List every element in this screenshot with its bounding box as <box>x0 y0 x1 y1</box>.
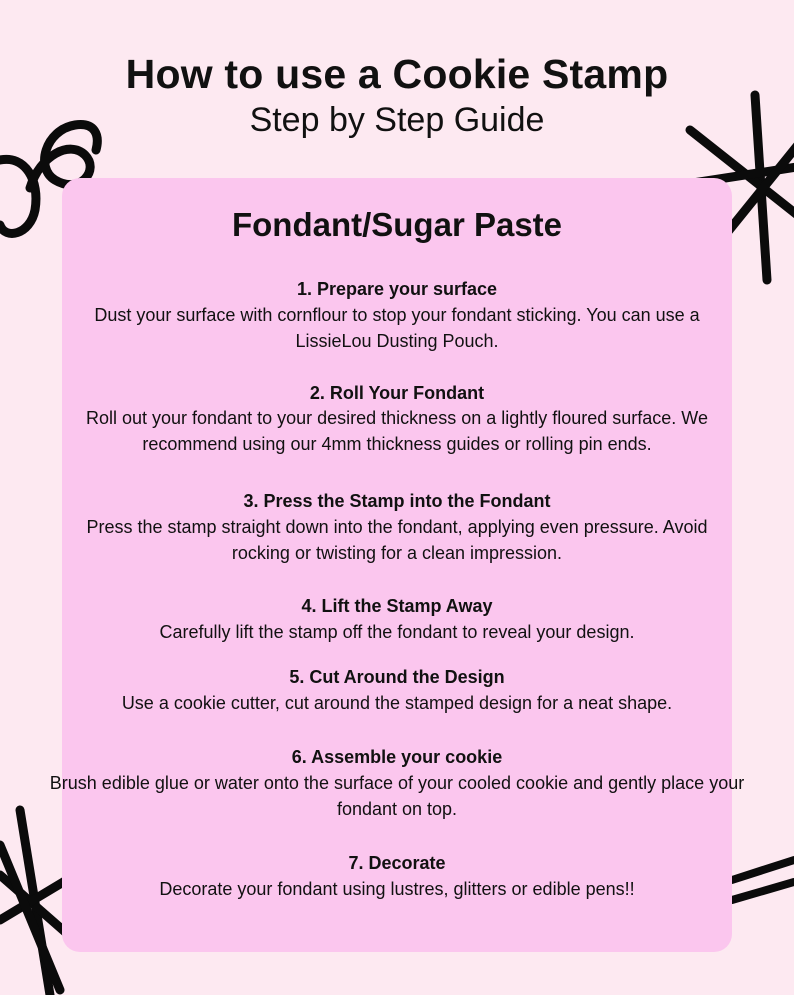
step-heading: 3. Press the Stamp into the Fondant <box>243 491 551 511</box>
step-body: Brush edible glue or water onto the surface of your cooled cookie and gently place your fondant on top. <box>49 773 745 819</box>
step-body: Dust your surface with cornflour to stop your fondant sticking. You can use a LissieLou Dusting Pouch. <box>94 305 700 351</box>
step-heading: 1. Prepare your surface <box>296 279 498 299</box>
step-heading: 5. Cut Around the Design <box>289 667 505 687</box>
page-title: How to use a Cookie Stamp <box>125 51 669 97</box>
card-title: Fondant/Sugar Paste <box>231 206 563 243</box>
step-heading: 6. Assemble your cookie <box>291 747 503 767</box>
step-heading: 2. Roll Your Fondant <box>309 383 485 403</box>
step-body: Press the stamp straight down into the fondant, applying even pressure. Avoid rocking or twisting for a clean impression. <box>86 517 708 563</box>
step-body: Roll out your fondant to your desired thickness on a lightly floured surface. We recommend using our 4mm thickness guides or rolling pin ends. <box>85 408 708 454</box>
page-subtitle: Step by Step Guide <box>249 101 545 139</box>
step-body: Carefully lift the stamp off the fondant to reveal your design. <box>159 622 635 642</box>
step-body: Decorate your fondant using lustres, glitters or edible pens!! <box>159 879 635 899</box>
step-heading: 4. Lift the Stamp Away <box>301 596 493 616</box>
step-heading: 7. Decorate <box>348 853 446 873</box>
step-body: Use a cookie cutter, cut around the stamped design for a neat shape. <box>121 693 673 713</box>
